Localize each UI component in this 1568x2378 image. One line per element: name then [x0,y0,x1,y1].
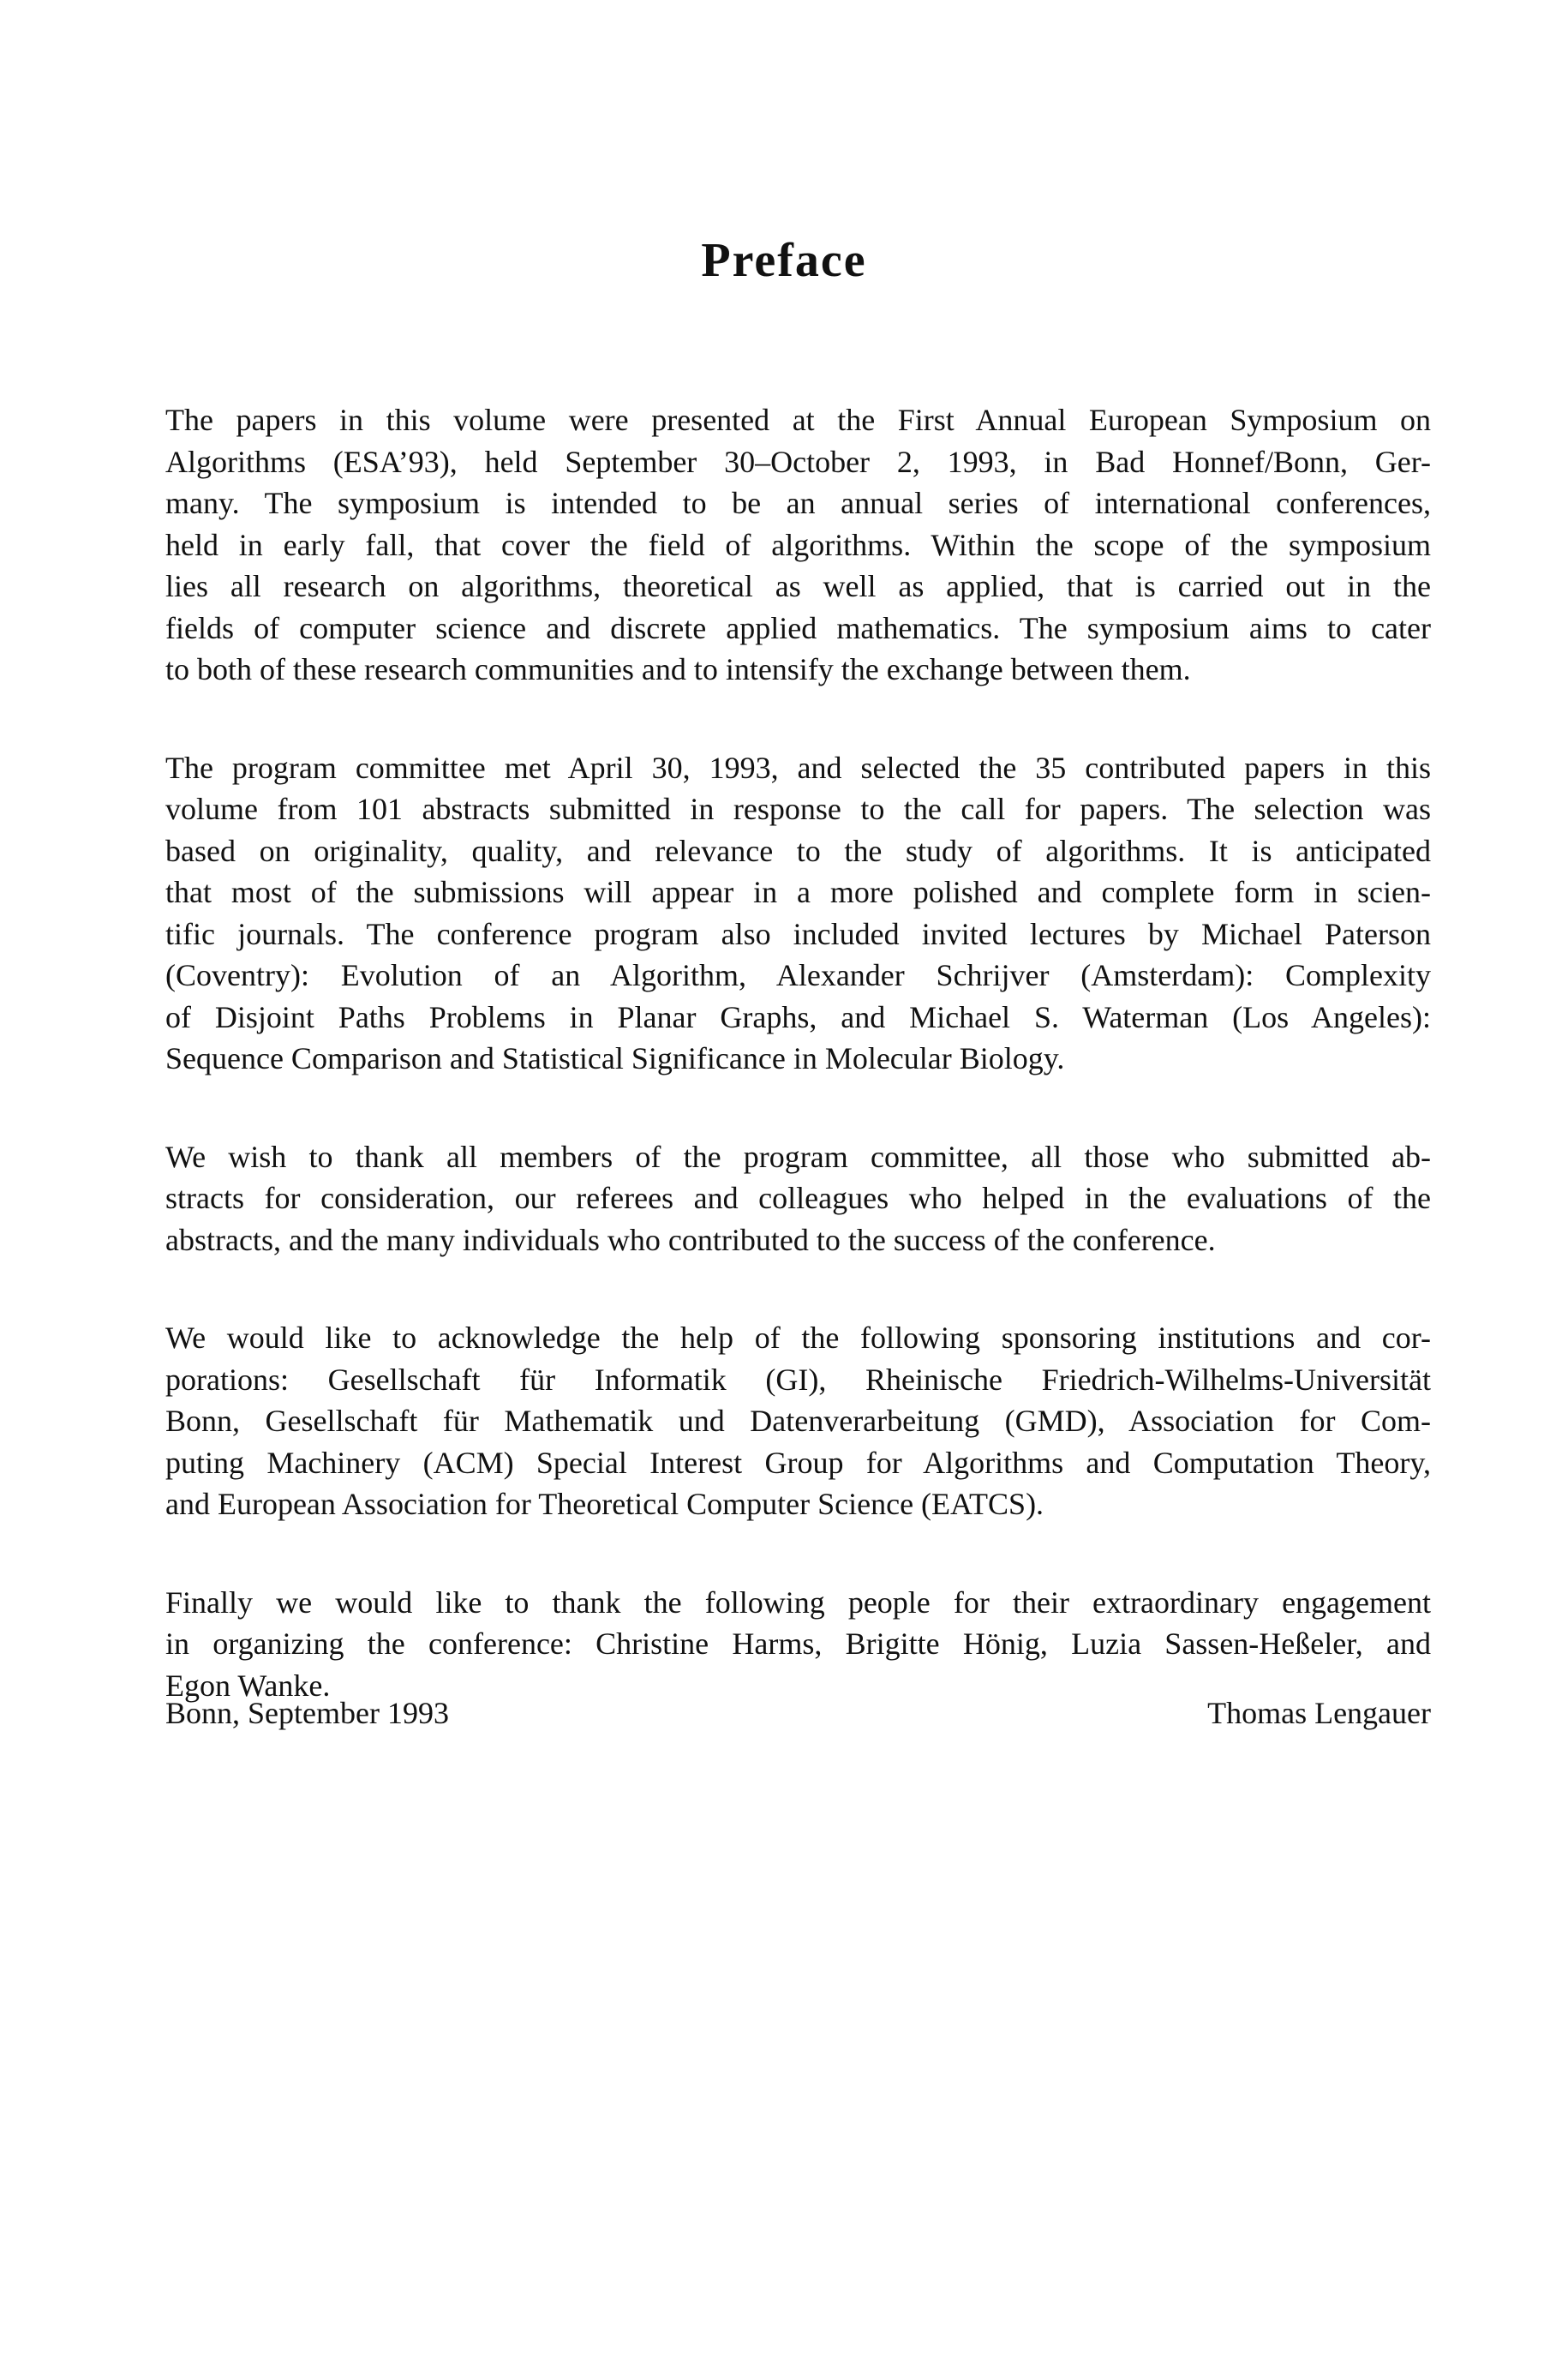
text-line: that most of the submissions will appear in a more polished and complete form in scien- [165,875,1431,909]
signature-block [165,1692,1431,1734]
text-line: Sequence Comparison and Statistical Significance in Molecular Biology. [165,1041,1065,1075]
text-line: many. The symposium is intended to be an annual series of international conferences, [165,486,1431,520]
text-line: The program committee met April 30, 1993, and selected the 35 contributed papers in this [165,750,1431,785]
text-line: stracts for consideration, our referees and colleagues who helped in the evaluations of the [165,1181,1431,1215]
text-line: in organizing the conference: Christine Harms, Brigitte Hönig, Luzia Sassen-Heßeler, and [165,1626,1431,1661]
paragraph-intro [165,399,1431,691]
text-line: lies all research on algorithms, theoretical as well as applied, that is carried out in the [165,569,1431,603]
text-line: The papers in this volume were presented at the First Annual European Symposium on [165,403,1431,437]
author-name: Thomas Lengauer [1207,1696,1431,1730]
paragraph-program-committee [165,747,1431,1080]
text-line: Algorithms (ESA’93), held September 30–October 2, 1993, in Bad Honnef/Bonn, Ger- [165,444,1431,479]
text-line: and European Association for Theoretical Computer Science (EATCS). [165,1487,1044,1521]
text-line: tific journals. The conference program also included invited lectures by Michael Paterson [165,916,1431,951]
text-line: abstracts, and the many individuals who contributed to the success of the conference. [165,1222,1216,1257]
text-line: We wish to thank all members of the program committee, all those who submitted ab- [165,1139,1431,1174]
text-line: (Coventry): Evolution of an Algorithm, Alexander Schrijver (Amsterdam): Complexity [165,958,1431,992]
text-line: Bonn, Gesellschaft für Mathematik und Datenverarbeitung (GMD), Association for Com- [165,1404,1431,1438]
text-line: held in early fall, that cover the field of algorithms. Within the scope of the symposium [165,527,1431,562]
text-line: Finally we would like to thank the following people for their extraordinary engagement [165,1584,1431,1620]
text-line: puting Machinery (ACM) Special Interest Group for Algorithms and Computation Theory, [165,1445,1431,1480]
text-line: We would like to acknowledge the help of the following sponsoring institutions and cor- [165,1321,1431,1355]
place-date: Bonn, September 1993 [165,1696,449,1730]
paragraph-sponsors [165,1317,1431,1525]
paragraph-thanks-committee [165,1136,1431,1261]
preface-body [165,399,1431,1763]
text-line: Egon Wanke. [165,1668,331,1703]
paragraph-organizers [165,1582,1431,1707]
text-line: fields of computer science and discrete applied mathematics. The symposium aims to cater [165,610,1431,645]
text-line: to both of these research communities and to intensify the exchange between them. [165,652,1191,686]
text-line: volume from 101 abstracts submitted in response to the call for papers. The selection was [165,792,1431,826]
page-title: Preface [701,234,867,287]
text-line: based on originality, quality, and relevance to the study of algorithms. It is anticipated [165,833,1431,868]
text-line: porations: Gesellschaft für Informatik (GI), Rheinische Friedrich-Wilhelms-Universität [165,1362,1431,1397]
text-line: of Disjoint Paths Problems in Planar Graphs, and Michael S. Waterman (Los Angeles): [165,999,1431,1034]
